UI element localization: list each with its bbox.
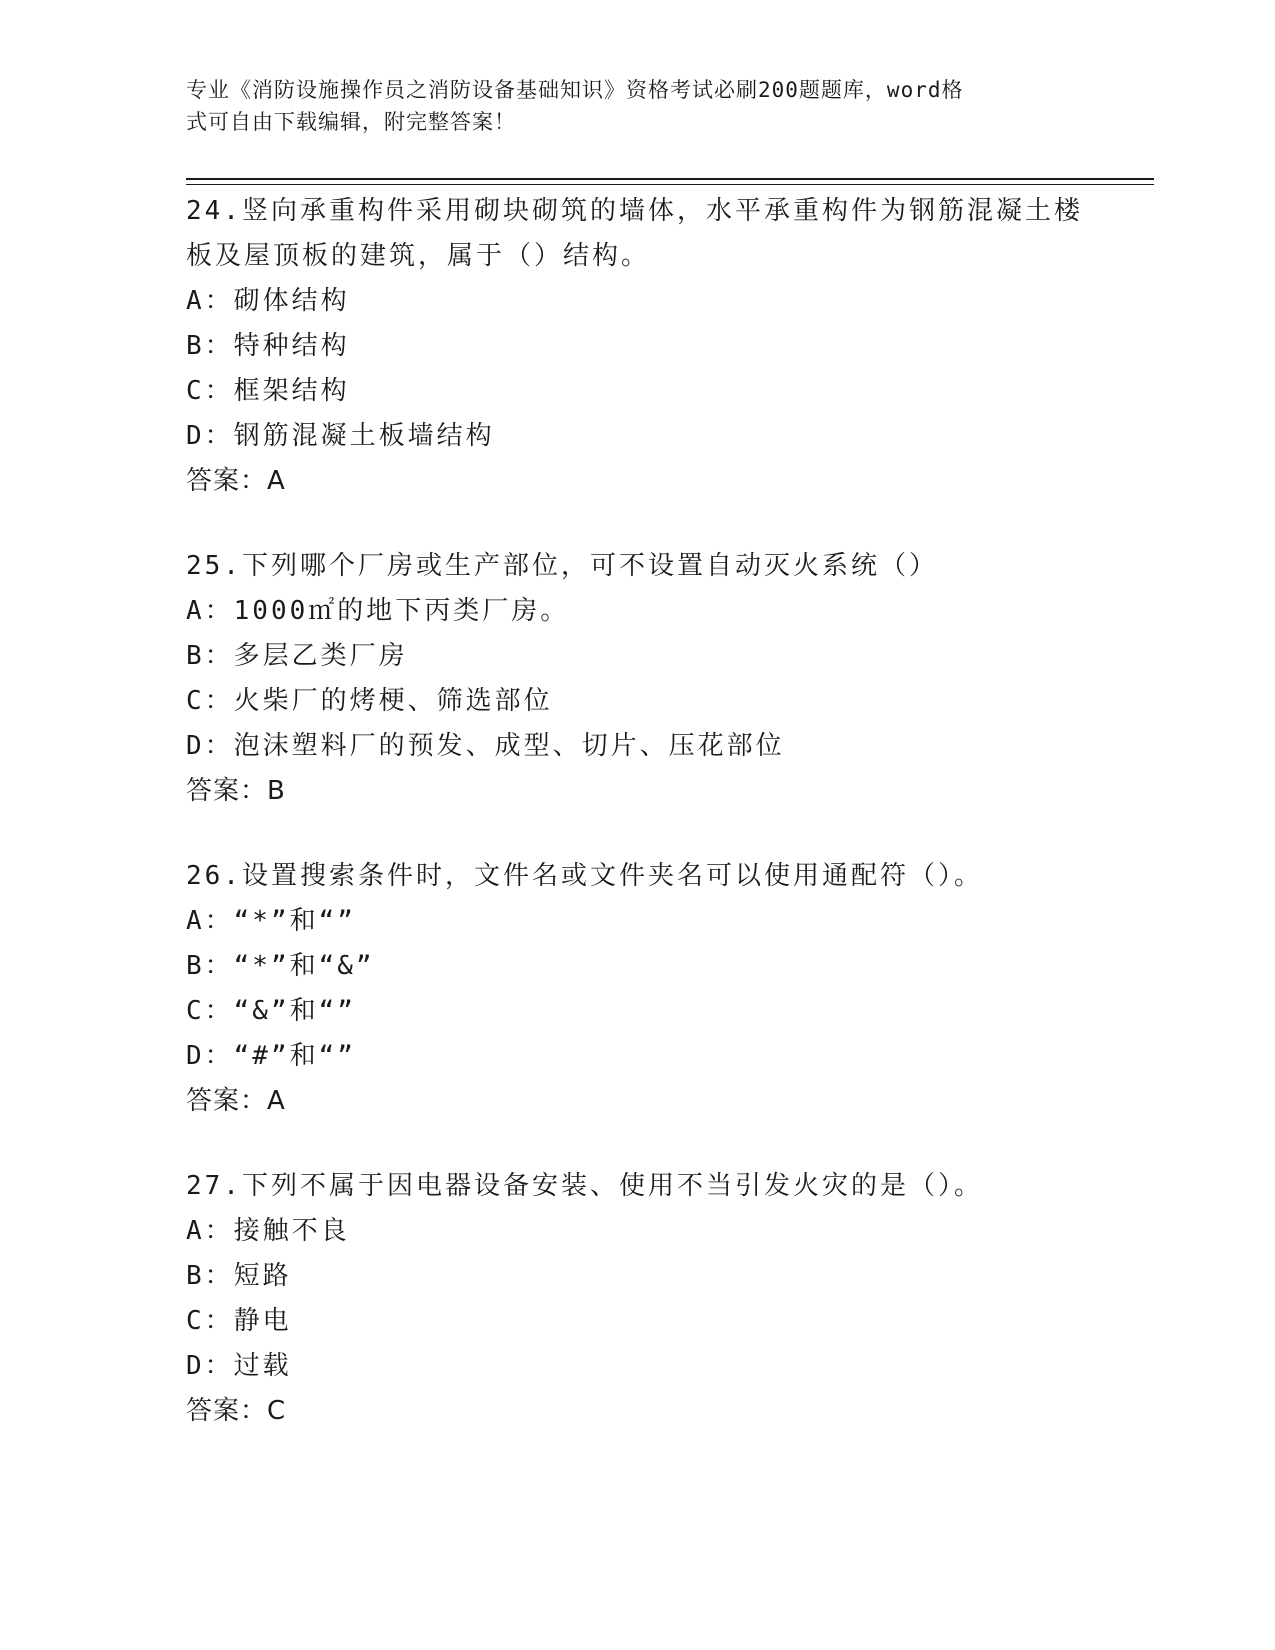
option-c: C：框架结构 [186, 376, 350, 406]
question-stem: 27.下列不属于因电器设备安装、使用不当引发火灾的是（）。 [186, 1171, 983, 1201]
option-c: C：火柴厂的烤梗、筛选部位 [186, 686, 553, 716]
question-stem: 25.下列哪个厂房或生产部位，可不设置自动灭火系统（） [186, 551, 938, 581]
question-list [186, 189, 1086, 1474]
answer: 答案：A [186, 466, 286, 496]
answer: 答案：B [186, 776, 286, 806]
document-header [186, 74, 1076, 138]
question-26 [186, 854, 1086, 1124]
header-line-1: 专业《消防设施操作员之消防设备基础知识》资格考试必刷200题题库，word格 [186, 78, 964, 102]
answer: 答案：A [186, 1086, 286, 1116]
question-stem-continued: 板及屋顶板的建筑，属于（）结构。 [186, 241, 651, 271]
header-divider-thick [186, 178, 1154, 180]
option-b: B：多层乙类厂房 [186, 641, 408, 671]
option-c: C：“&”和“” [186, 996, 356, 1026]
option-b: B：短路 [186, 1261, 292, 1291]
header-divider-thin [186, 184, 1154, 185]
question-24 [186, 189, 1086, 504]
option-b: B：“*”和“&” [186, 951, 375, 981]
header-line-2: 式可自由下载编辑，附完整答案！ [186, 110, 516, 134]
question-stem: 24.竖向承重构件采用砌块砌筑的墙体，水平承重构件为钢筋混凝土楼 [186, 196, 1083, 226]
question-25 [186, 544, 1086, 814]
option-a: A：接触不良 [186, 1216, 350, 1246]
question-stem: 26.设置搜索条件时，文件名或文件夹名可以使用通配符（）。 [186, 861, 983, 891]
answer: 答案：C [186, 1396, 287, 1426]
option-a: A：“*”和“” [186, 906, 356, 936]
option-a: A：1000㎡的地下丙类厂房。 [186, 596, 570, 626]
option-d: D：钢筋混凝土板墙结构 [186, 421, 495, 451]
option-c: C：静电 [186, 1306, 292, 1336]
option-d: D：泡沫塑料厂的预发、成型、切片、压花部位 [186, 731, 785, 761]
option-d: D：过载 [186, 1351, 292, 1381]
question-27 [186, 1164, 1086, 1434]
option-a: A：砌体结构 [186, 286, 350, 316]
option-b: B：特种结构 [186, 331, 350, 361]
option-d: D：“#”和“” [186, 1041, 356, 1071]
